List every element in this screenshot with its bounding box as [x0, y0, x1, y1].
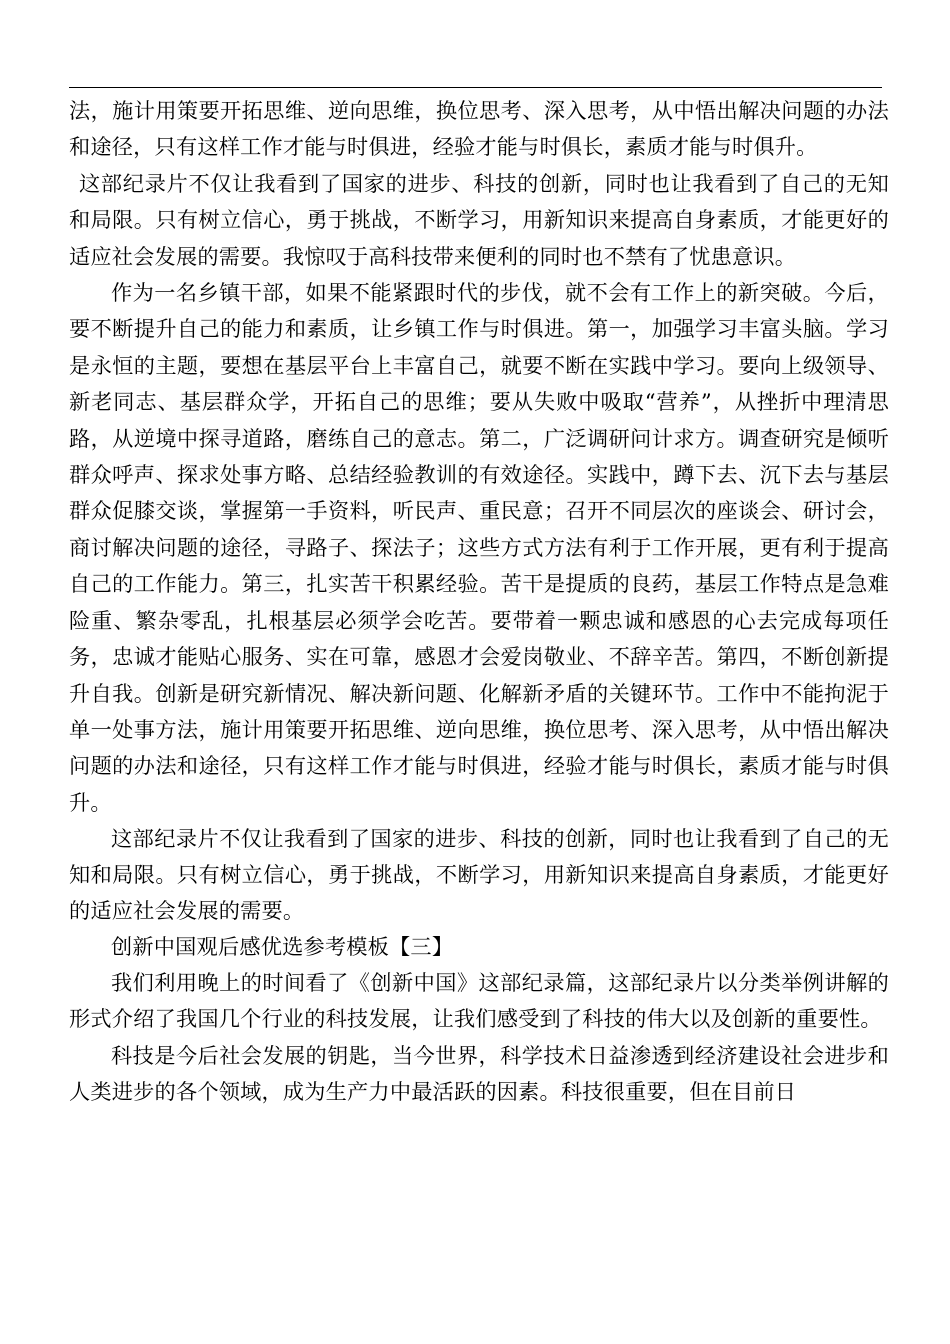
paragraph-technology-key: 科技是今后社会发展的钥匙，当今世界，科学技术日益渗透到经济建设社会进步和人类进步的各个领域，成为生产力中最活跃的因素。科技很重要，但在目前日 — [69, 1042, 889, 1105]
paragraph-watching-documentary: 我们利用晚上的时间看了《创新中国》这部纪录篇，这部纪录片以分类举例讲解的形式介绍了我国几个行业的科技发展，让我们感受到了科技的伟大以及创新的重要性。 — [69, 969, 889, 1032]
paragraph-continuation: 法，施计用策要开拓思维、逆向思维，换位思考、深入思考，从中悟出解决问题的办法和途径，只有这样工作才能与时俱进，经验才能与时俱长，素质才能与时俱升。 — [69, 98, 889, 160]
paragraph-documentary-summary: 这部纪录片不仅让我看到了国家的进步、科技的创新，同时也让我看到了自己的无知和局限。只有树立信心，勇于挑战，不断学习，用新知识来提高自身素质，才能更好的适应社会发展的需要。 — [69, 826, 889, 923]
paragraph-township-cadre: 作为一名乡镇干部，如果不能紧跟时代的步伐，就不会有工作上的新突破。今后，要不断提升自己的能力和素质，让乡镇工作与时俱进。第一，加强学习丰富头脑。学习是永恒的主题，要想在基层平台上丰富自己，就要不断在实践中学习。要向上级领导、新老同志、基层群众学，开拓自己的思维；要从失败中吸取“营养”，从挫折中理清思路，从逆境中探寻道路，磨练自己的意志。第二，广泛调研问计求方。调查研究是倾听群众呼声、探求处事方略、总结经验教训的有效途径。实践中，蹲下去、沉下去与基层群众促膝交谈，掌握第一手资料，听民声、重民意；召开不同层次的座谈会、研讨会，商讨解决问题的途径，寻路子、探法子；这些方式方法有利于工作开展，更有利于提高自己的工作能力。第三，扎实苦干积累经验。苦干是提质的良药，基层工作特点是急难险重、繁杂零乱，扎根基层必须学会吃苦。要带着一颗忠诚和感恩的心去完成每项任务，忠诚才能贴心服务、实在可靠，感恩才会爱岗敬业、不辞辛苦。第四，不断创新提升自我。创新是研究新情况、解决新问题、化解新矛盾的关键环节。工作中不能拘泥于单一处事方法，施计用策要开拓思维、逆向思维，换位思考、深入思考，从中悟出解决问题的办法和途径，只有这样工作才能与时俱进，经验才能与时俱长，素质才能与时俱升。 — [69, 280, 889, 815]
section-heading: 创新中国观后感优选参考模板【三】 — [111, 933, 454, 959]
document-body — [69, 93, 889, 1111]
paragraph-documentary-reflection: 这部纪录片不仅让我看到了国家的进步、科技的创新，同时也让我看到了自己的无知和局限。只有树立信心，勇于挑战，不断学习，用新知识来提高自身素质，才能更好的适应社会发展的需要。我惊叹于高科技带来便利的同时也不禁有了忧患意识。 — [69, 170, 889, 269]
header-rule — [69, 87, 882, 88]
